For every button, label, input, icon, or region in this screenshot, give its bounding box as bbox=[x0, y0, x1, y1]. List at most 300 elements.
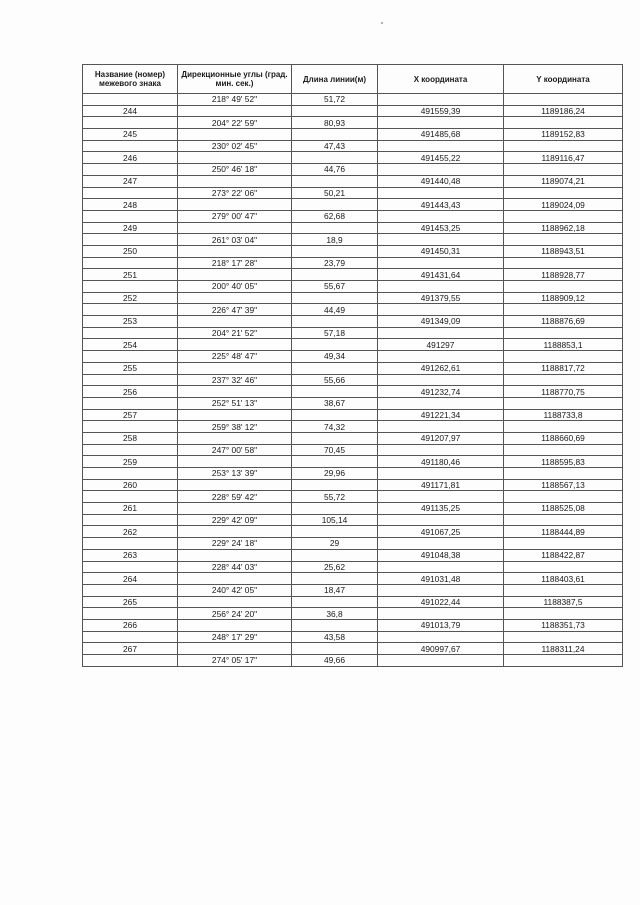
cell-name bbox=[83, 397, 178, 409]
cell-x: 491232,74 bbox=[378, 386, 504, 398]
cell-length bbox=[292, 362, 378, 374]
cell-name bbox=[83, 210, 178, 222]
cell-angle: 274° 05' 17" bbox=[178, 655, 292, 667]
cell-angle bbox=[178, 316, 292, 328]
cell-y bbox=[504, 234, 623, 246]
cell-name bbox=[83, 374, 178, 386]
table-row bbox=[83, 397, 623, 409]
cell-name bbox=[83, 281, 178, 293]
cell-angle: 250° 46' 18" bbox=[178, 164, 292, 176]
cell-y bbox=[504, 468, 623, 480]
table-row bbox=[83, 140, 623, 152]
cell-y bbox=[504, 584, 623, 596]
cell-angle bbox=[178, 549, 292, 561]
cell-x: 491379,55 bbox=[378, 292, 504, 304]
cell-name: 263 bbox=[83, 549, 178, 561]
cell-y bbox=[504, 421, 623, 433]
table-row bbox=[83, 327, 623, 339]
cell-x bbox=[378, 304, 504, 316]
cell-y bbox=[504, 655, 623, 667]
cell-length bbox=[292, 129, 378, 141]
cell-angle: 279° 00' 47" bbox=[178, 210, 292, 222]
cell-y: 1189152,83 bbox=[504, 129, 623, 141]
table-row bbox=[83, 339, 623, 351]
cell-angle: 230° 02' 45" bbox=[178, 140, 292, 152]
cell-y: 1188943,51 bbox=[504, 245, 623, 257]
cell-name: 257 bbox=[83, 409, 178, 421]
cell-x bbox=[378, 140, 504, 152]
table-row bbox=[83, 479, 623, 491]
cell-length: 105,14 bbox=[292, 514, 378, 526]
cell-length: 55,72 bbox=[292, 491, 378, 503]
header-name: Название (номер) межевого знака bbox=[83, 65, 178, 94]
table-row bbox=[83, 608, 623, 620]
cell-angle: 259° 38' 12" bbox=[178, 421, 292, 433]
cell-name: 250 bbox=[83, 245, 178, 257]
cell-y bbox=[504, 257, 623, 269]
table-row bbox=[83, 456, 623, 468]
header-length: Длина линии(м) bbox=[292, 65, 378, 94]
table-row bbox=[83, 643, 623, 655]
cell-x: 491485,68 bbox=[378, 129, 504, 141]
cell-name: 254 bbox=[83, 339, 178, 351]
cell-y bbox=[504, 514, 623, 526]
header-angle: Дирекционные углы (град. мин. сек.) bbox=[178, 65, 292, 94]
table-row bbox=[83, 549, 623, 561]
table-row bbox=[83, 514, 623, 526]
cell-y: 1188770,75 bbox=[504, 386, 623, 398]
table-row bbox=[83, 386, 623, 398]
cell-y: 1189186,24 bbox=[504, 105, 623, 117]
table-row bbox=[83, 257, 623, 269]
cell-length: 50,21 bbox=[292, 187, 378, 199]
cell-x: 491453,25 bbox=[378, 222, 504, 234]
cell-angle bbox=[178, 503, 292, 515]
cell-y: 1188351,73 bbox=[504, 619, 623, 631]
cell-x: 491022,44 bbox=[378, 596, 504, 608]
cell-y bbox=[504, 538, 623, 550]
cell-length bbox=[292, 503, 378, 515]
cell-x bbox=[378, 468, 504, 480]
table-row bbox=[83, 351, 623, 363]
cell-x bbox=[378, 491, 504, 503]
cell-x bbox=[378, 374, 504, 386]
cell-angle bbox=[178, 152, 292, 164]
cell-name bbox=[83, 304, 178, 316]
cell-y: 1189116,47 bbox=[504, 152, 623, 164]
table-row bbox=[83, 584, 623, 596]
cell-y bbox=[504, 397, 623, 409]
cell-y: 1188660,69 bbox=[504, 432, 623, 444]
cell-length: 74,32 bbox=[292, 421, 378, 433]
table-row bbox=[83, 129, 623, 141]
cell-name: 264 bbox=[83, 573, 178, 585]
table-row bbox=[83, 619, 623, 631]
cell-length bbox=[292, 479, 378, 491]
cell-length: 49,34 bbox=[292, 351, 378, 363]
cell-name: 252 bbox=[83, 292, 178, 304]
cell-angle: 228° 59' 42" bbox=[178, 491, 292, 503]
cell-x: 491440,48 bbox=[378, 175, 504, 187]
cell-x: 491013,79 bbox=[378, 619, 504, 631]
cell-y: 1188567,13 bbox=[504, 479, 623, 491]
cell-angle: 225° 48' 47" bbox=[178, 351, 292, 363]
cell-x bbox=[378, 421, 504, 433]
table-row bbox=[83, 281, 623, 293]
cell-name: 265 bbox=[83, 596, 178, 608]
table-row bbox=[83, 491, 623, 503]
table-row bbox=[83, 316, 623, 328]
cell-angle: 228° 44' 03" bbox=[178, 561, 292, 573]
cell-angle: 200° 40' 05" bbox=[178, 281, 292, 293]
cell-x: 490997,67 bbox=[378, 643, 504, 655]
table-row bbox=[83, 468, 623, 480]
cell-y bbox=[504, 117, 623, 129]
cell-name: 259 bbox=[83, 456, 178, 468]
cell-name bbox=[83, 608, 178, 620]
cell-name bbox=[83, 514, 178, 526]
cell-y: 1188962,18 bbox=[504, 222, 623, 234]
cell-name bbox=[83, 538, 178, 550]
cell-y: 1188311,24 bbox=[504, 643, 623, 655]
cell-length bbox=[292, 456, 378, 468]
cell-name bbox=[83, 117, 178, 129]
cell-name bbox=[83, 584, 178, 596]
cell-length bbox=[292, 222, 378, 234]
cell-y bbox=[504, 444, 623, 456]
cell-x bbox=[378, 210, 504, 222]
cell-angle bbox=[178, 222, 292, 234]
cell-name bbox=[83, 140, 178, 152]
cell-y bbox=[504, 374, 623, 386]
cell-name bbox=[83, 631, 178, 643]
cell-x bbox=[378, 187, 504, 199]
cell-x bbox=[378, 514, 504, 526]
cell-name: 249 bbox=[83, 222, 178, 234]
table-row bbox=[83, 596, 623, 608]
cell-y: 1188387,5 bbox=[504, 596, 623, 608]
cell-y bbox=[504, 327, 623, 339]
table-row bbox=[83, 164, 623, 176]
cell-name: 246 bbox=[83, 152, 178, 164]
cell-name bbox=[83, 655, 178, 667]
cell-angle bbox=[178, 573, 292, 585]
cell-x: 491262,61 bbox=[378, 362, 504, 374]
cell-length bbox=[292, 339, 378, 351]
cell-y bbox=[504, 94, 623, 106]
cell-y bbox=[504, 491, 623, 503]
cell-angle bbox=[178, 479, 292, 491]
cell-y: 1188422,87 bbox=[504, 549, 623, 561]
cell-y: 1188403,61 bbox=[504, 573, 623, 585]
cell-length bbox=[292, 643, 378, 655]
cell-name: 258 bbox=[83, 432, 178, 444]
cell-length: 29,96 bbox=[292, 468, 378, 480]
cell-length: 80,93 bbox=[292, 117, 378, 129]
cell-x: 491067,25 bbox=[378, 526, 504, 538]
cell-y: 1188928,77 bbox=[504, 269, 623, 281]
cell-name bbox=[83, 561, 178, 573]
table-row bbox=[83, 573, 623, 585]
cell-x: 491031,48 bbox=[378, 573, 504, 585]
cell-x: 491171,81 bbox=[378, 479, 504, 491]
cell-y: 1188444,89 bbox=[504, 526, 623, 538]
table-row bbox=[83, 362, 623, 374]
cell-angle bbox=[178, 596, 292, 608]
cell-length bbox=[292, 573, 378, 585]
cell-length: 38,67 bbox=[292, 397, 378, 409]
cell-angle bbox=[178, 432, 292, 444]
cell-angle bbox=[178, 456, 292, 468]
cell-length bbox=[292, 269, 378, 281]
cell-length: 55,67 bbox=[292, 281, 378, 293]
cell-y bbox=[504, 631, 623, 643]
cell-length: 49,66 bbox=[292, 655, 378, 667]
table-row bbox=[83, 234, 623, 246]
cell-angle bbox=[178, 526, 292, 538]
cell-x bbox=[378, 584, 504, 596]
cell-x bbox=[378, 655, 504, 667]
cell-y bbox=[504, 304, 623, 316]
cell-length: 70,45 bbox=[292, 444, 378, 456]
table-row bbox=[83, 94, 623, 106]
cell-name: 251 bbox=[83, 269, 178, 281]
cell-y bbox=[504, 210, 623, 222]
cell-angle bbox=[178, 269, 292, 281]
cell-length bbox=[292, 409, 378, 421]
table-row bbox=[83, 187, 623, 199]
cell-y: 1188595,83 bbox=[504, 456, 623, 468]
cell-y bbox=[504, 351, 623, 363]
cell-x bbox=[378, 327, 504, 339]
table-row bbox=[83, 105, 623, 117]
cell-angle bbox=[178, 362, 292, 374]
cell-length bbox=[292, 245, 378, 257]
table-row bbox=[83, 526, 623, 538]
cell-x: 491349,09 bbox=[378, 316, 504, 328]
cell-name: 244 bbox=[83, 105, 178, 117]
cell-name: 262 bbox=[83, 526, 178, 538]
cell-name: 255 bbox=[83, 362, 178, 374]
cell-x: 491048,38 bbox=[378, 549, 504, 561]
cell-name: 253 bbox=[83, 316, 178, 328]
table-row bbox=[83, 444, 623, 456]
scan-artifact bbox=[381, 22, 383, 24]
cell-length bbox=[292, 526, 378, 538]
cell-length bbox=[292, 175, 378, 187]
cell-name: 267 bbox=[83, 643, 178, 655]
cell-y: 1188853,1 bbox=[504, 339, 623, 351]
cell-length bbox=[292, 316, 378, 328]
table-row bbox=[83, 421, 623, 433]
table-header-row bbox=[83, 65, 623, 94]
table-row bbox=[83, 152, 623, 164]
table-row bbox=[83, 561, 623, 573]
cell-angle bbox=[178, 409, 292, 421]
cell-name: 261 bbox=[83, 503, 178, 515]
cell-angle: 229° 42' 09" bbox=[178, 514, 292, 526]
cell-name: 256 bbox=[83, 386, 178, 398]
table-row bbox=[83, 117, 623, 129]
table-row bbox=[83, 409, 623, 421]
cell-angle bbox=[178, 199, 292, 211]
cell-x: 491450,31 bbox=[378, 245, 504, 257]
cell-length: 62,68 bbox=[292, 210, 378, 222]
cell-length bbox=[292, 199, 378, 211]
cell-length bbox=[292, 386, 378, 398]
coordinates-table bbox=[82, 64, 623, 667]
cell-x: 491455,22 bbox=[378, 152, 504, 164]
cell-length: 18,47 bbox=[292, 584, 378, 596]
cell-y bbox=[504, 608, 623, 620]
cell-angle bbox=[178, 619, 292, 631]
cell-length: 36,8 bbox=[292, 608, 378, 620]
cell-y bbox=[504, 164, 623, 176]
cell-name: 266 bbox=[83, 619, 178, 631]
cell-x: 491443,43 bbox=[378, 199, 504, 211]
cell-angle bbox=[178, 175, 292, 187]
header-y: Y координата bbox=[504, 65, 623, 94]
cell-x: 491221,34 bbox=[378, 409, 504, 421]
cell-length: 47,43 bbox=[292, 140, 378, 152]
cell-length: 23,79 bbox=[292, 257, 378, 269]
cell-x bbox=[378, 608, 504, 620]
cell-angle bbox=[178, 105, 292, 117]
cell-name bbox=[83, 257, 178, 269]
cell-length bbox=[292, 549, 378, 561]
cell-y bbox=[504, 187, 623, 199]
cell-angle bbox=[178, 643, 292, 655]
cell-length bbox=[292, 432, 378, 444]
cell-length bbox=[292, 152, 378, 164]
cell-angle: 204° 22' 59" bbox=[178, 117, 292, 129]
cell-y: 1188876,69 bbox=[504, 316, 623, 328]
cell-x: 491207,97 bbox=[378, 432, 504, 444]
cell-angle: 253° 13' 39" bbox=[178, 468, 292, 480]
cell-angle: 237° 32' 46" bbox=[178, 374, 292, 386]
cell-angle: 252° 51' 13" bbox=[178, 397, 292, 409]
cell-name bbox=[83, 164, 178, 176]
cell-length bbox=[292, 619, 378, 631]
cell-angle: 256° 24' 20" bbox=[178, 608, 292, 620]
table-row bbox=[83, 222, 623, 234]
cell-y bbox=[504, 140, 623, 152]
cell-y: 1188909,12 bbox=[504, 292, 623, 304]
cell-angle: 218° 49' 52" bbox=[178, 94, 292, 106]
cell-x bbox=[378, 631, 504, 643]
cell-angle: 229° 24' 18" bbox=[178, 538, 292, 550]
cell-y: 1188525,08 bbox=[504, 503, 623, 515]
cell-angle bbox=[178, 386, 292, 398]
cell-y: 1188817,72 bbox=[504, 362, 623, 374]
cell-angle: 273° 22' 06" bbox=[178, 187, 292, 199]
cell-angle: 226° 47' 39" bbox=[178, 304, 292, 316]
cell-x: 491559,39 bbox=[378, 105, 504, 117]
cell-x bbox=[378, 561, 504, 573]
cell-x: 491135,25 bbox=[378, 503, 504, 515]
table-row bbox=[83, 175, 623, 187]
cell-length: 51,72 bbox=[292, 94, 378, 106]
cell-name: 248 bbox=[83, 199, 178, 211]
cell-length: 25,62 bbox=[292, 561, 378, 573]
cell-angle: 247° 00' 58" bbox=[178, 444, 292, 456]
cell-name bbox=[83, 491, 178, 503]
cell-x bbox=[378, 351, 504, 363]
table-row bbox=[83, 210, 623, 222]
cell-y bbox=[504, 281, 623, 293]
cell-angle: 218° 17' 28" bbox=[178, 257, 292, 269]
cell-length: 44,76 bbox=[292, 164, 378, 176]
header-x: X координата bbox=[378, 65, 504, 94]
cell-y: 1189074,21 bbox=[504, 175, 623, 187]
table-row bbox=[83, 655, 623, 667]
cell-angle bbox=[178, 129, 292, 141]
cell-angle: 204° 21' 52" bbox=[178, 327, 292, 339]
cell-angle bbox=[178, 245, 292, 257]
cell-angle: 261° 03' 04" bbox=[178, 234, 292, 246]
table-row bbox=[83, 374, 623, 386]
table-body bbox=[83, 94, 623, 667]
table-row bbox=[83, 503, 623, 515]
cell-x bbox=[378, 281, 504, 293]
cell-x bbox=[378, 257, 504, 269]
cell-y: 1188733,8 bbox=[504, 409, 623, 421]
cell-name: 260 bbox=[83, 479, 178, 491]
cell-angle: 240° 42' 05" bbox=[178, 584, 292, 596]
cell-x bbox=[378, 234, 504, 246]
cell-name: 245 bbox=[83, 129, 178, 141]
cell-length bbox=[292, 292, 378, 304]
cell-name bbox=[83, 351, 178, 363]
cell-x bbox=[378, 444, 504, 456]
cell-length: 29 bbox=[292, 538, 378, 550]
cell-x: 491297 bbox=[378, 339, 504, 351]
cell-name bbox=[83, 468, 178, 480]
cell-name bbox=[83, 421, 178, 433]
cell-x bbox=[378, 164, 504, 176]
table-row bbox=[83, 269, 623, 281]
cell-angle bbox=[178, 292, 292, 304]
table-row bbox=[83, 292, 623, 304]
cell-y: 1189024,09 bbox=[504, 199, 623, 211]
table-row bbox=[83, 538, 623, 550]
cell-name bbox=[83, 94, 178, 106]
table-row bbox=[83, 432, 623, 444]
cell-x bbox=[378, 94, 504, 106]
cell-x bbox=[378, 538, 504, 550]
cell-length: 57,18 bbox=[292, 327, 378, 339]
cell-x bbox=[378, 397, 504, 409]
cell-name: 247 bbox=[83, 175, 178, 187]
cell-length: 43,58 bbox=[292, 631, 378, 643]
table-row bbox=[83, 304, 623, 316]
cell-angle bbox=[178, 339, 292, 351]
cell-x: 491431,64 bbox=[378, 269, 504, 281]
cell-name bbox=[83, 444, 178, 456]
cell-length: 44,49 bbox=[292, 304, 378, 316]
table-row bbox=[83, 631, 623, 643]
cell-name bbox=[83, 234, 178, 246]
cell-length: 18,9 bbox=[292, 234, 378, 246]
cell-x bbox=[378, 117, 504, 129]
cell-name bbox=[83, 187, 178, 199]
cell-y bbox=[504, 561, 623, 573]
table-row bbox=[83, 199, 623, 211]
cell-length bbox=[292, 596, 378, 608]
cell-x: 491180,46 bbox=[378, 456, 504, 468]
cell-length bbox=[292, 105, 378, 117]
cell-angle: 248° 17' 29" bbox=[178, 631, 292, 643]
